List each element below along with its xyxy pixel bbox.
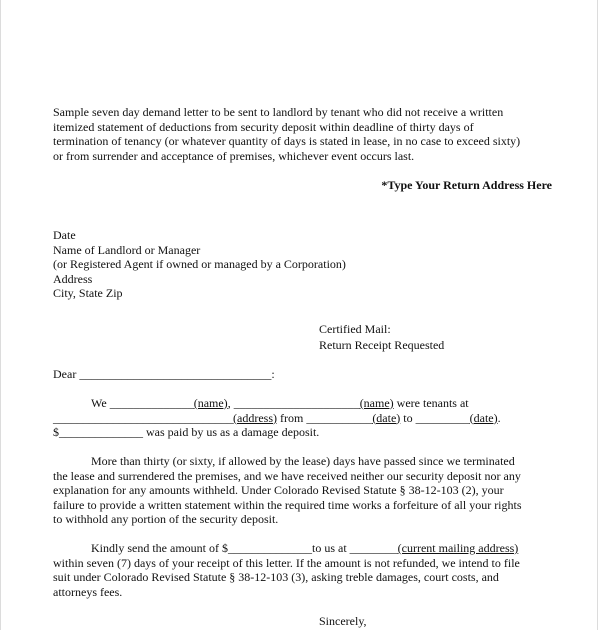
comma-text: , [227,396,234,410]
demand-line: attorneys fees. [53,584,123,599]
were-tenants-text: were tenants at [393,396,469,410]
blank-date-2: _________ [415,410,470,425]
date-field-2: (date) [469,410,498,425]
intro-line: Sample seven day demand letter to be sent to landlord by tenant who did not receive a written [53,105,504,119]
demand-amount-blank: ______________ [227,541,312,555]
period-text: . [497,410,501,425]
salutation: Dear ________________________________: [53,367,275,381]
tenancy-line-3 [53,425,555,440]
blank-date-1: ___________ [306,410,373,425]
tenancy-line-1 [53,396,555,411]
recipient-date: Date [53,228,76,242]
certified-mail-block [319,322,444,352]
blank-name-2: _____________________ [233,396,360,410]
recipient-agent: (or Registered Agent if owned or managed by a Corporation) [53,257,346,272]
intro-line: itemized statement of deductions from security deposit within deadline of thirty days of [53,119,474,134]
name-field-1: (name) [193,396,228,410]
to-text: to [400,410,416,425]
blank-address: ______________________________ [53,410,233,425]
intro-line: or from surrender and acceptance of premises, whichever event occurs last. [53,148,415,163]
closing: Sincerely, [319,614,367,628]
from-text: from [276,410,307,425]
address-field: (address) [233,410,277,425]
paragraph-tenancy [53,396,555,440]
demand-line: within seven (7) days of your receipt of this letter. If the amount is not refunded, we intend to file [53,555,520,570]
forfeiture-line: failure to provide a written statement within the required time works a forfeiture of all your rights [53,497,522,512]
name-field-2: (name) [359,396,394,410]
forfeiture-line: to withhold any portion of the security deposit. [53,512,279,527]
return-receipt-label: Return Receipt Requested [319,337,445,352]
demand-start-text: Kindly send the amount of $ [91,541,228,555]
we-text: We [91,396,107,410]
forfeiture-line: More than thirty (or sixty, if allowed by the lease) days have passed since we terminated [91,454,515,468]
tenancy-line-2 [53,411,555,426]
demand-line-1 [53,541,555,556]
recipient-block [53,228,555,301]
to-us-at-text: to us at [311,541,350,555]
paragraph-forfeiture [53,454,555,527]
deposit-amount-blank: $______________ [53,425,143,440]
recipient-name: Name of Landlord or Manager [53,242,201,257]
recipient-city: City, State Zip [53,286,123,301]
recipient-address: Address [53,271,93,286]
intro-paragraph [53,105,555,163]
forfeiture-line: the lease and surrendered the premises, and we have received neither our security deposit nor any [53,468,521,483]
intro-line: termination of tenancy (or whatever quantity of days is stated in lease, in no case to exceed sixty) [53,134,521,149]
return-address-placeholder: *Type Your Return Address Here [381,178,552,192]
paragraph-demand [53,541,555,599]
forfeiture-line: explanation for any amounts withheld. Under Colorado Revised Statute § 38-12-103 (2), your [53,483,504,498]
mailing-address-blank: ________ [349,541,398,555]
date-field-1: (date) [372,410,401,425]
certified-mail-label: Certified Mail: [319,322,391,336]
deposit-text: was paid by us as a damage deposit. [143,425,320,440]
demand-line: suit under Colorado Revised Statute § 38-12-103 (3), asking treble damages, court costs, and [53,570,499,585]
current-address-field: (current mailing address) [397,541,519,555]
blank-name-1: ______________ [109,396,194,410]
